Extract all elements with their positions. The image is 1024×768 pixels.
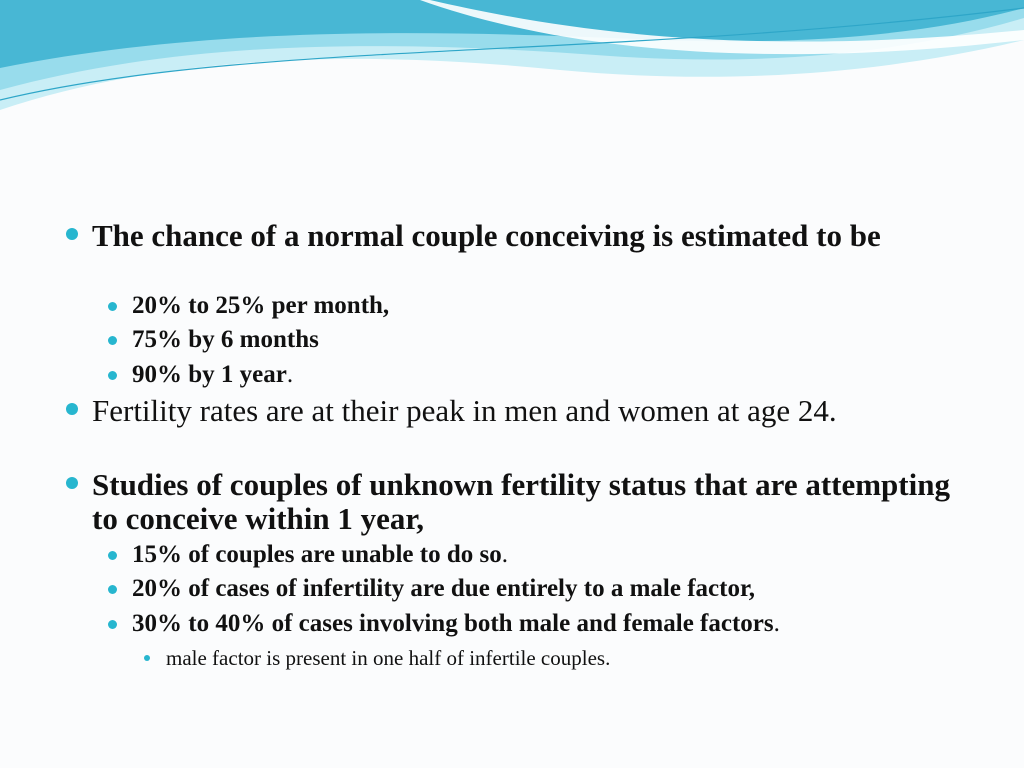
bullet-marker [66, 228, 78, 240]
bullet-marker [66, 477, 78, 489]
bullet-text: 15% of couples are unable to do so [132, 541, 502, 568]
bullet-suffix: . [773, 610, 780, 637]
bullet-text: 75% by 6 months [132, 326, 319, 353]
bullet-studies [92, 468, 972, 536]
bullet-suffix: . [286, 361, 294, 388]
bullet-text: Fertility rates are at their peak in men and women at age 24. [92, 393, 837, 428]
bullet-text: The chance of a normal couple conceiving is estimated to be [92, 218, 881, 253]
bullet-text: 30% to 40% of cases involving both male and female factors [132, 610, 774, 637]
bullet-six-months [132, 325, 972, 355]
bullet-text: Studies of couples of unknown fertility status that are attempting to conceive within 1 year, [92, 467, 950, 536]
bullet-half-couples [166, 645, 986, 671]
bullet-text: 90% by 1 year [132, 361, 287, 388]
bullet-marker [108, 302, 117, 311]
bullet-marker [108, 336, 117, 345]
bullet-marker [108, 585, 117, 594]
bullet-marker [108, 371, 117, 380]
bullet-marker [108, 551, 117, 560]
bullet-suffix: . [501, 541, 508, 568]
bullet-unable [132, 540, 972, 570]
bullet-conception-chance [92, 219, 972, 253]
bullet-text: male factor is present in one half of infertile couples. [166, 646, 611, 670]
bullet-fertility-peak [92, 394, 972, 428]
bullet-marker [66, 403, 78, 415]
bullet-per-month [132, 291, 972, 321]
bullet-male-factor [132, 574, 972, 604]
bullet-text: 20% of cases of infertility are due entirely to a male factor, [132, 575, 755, 602]
bullet-one-year [132, 360, 972, 390]
bullet-marker [108, 620, 117, 629]
bullet-both-factors [132, 609, 972, 639]
bullet-text: 20% to 25% per month, [132, 292, 390, 319]
bullet-marker [144, 655, 150, 661]
